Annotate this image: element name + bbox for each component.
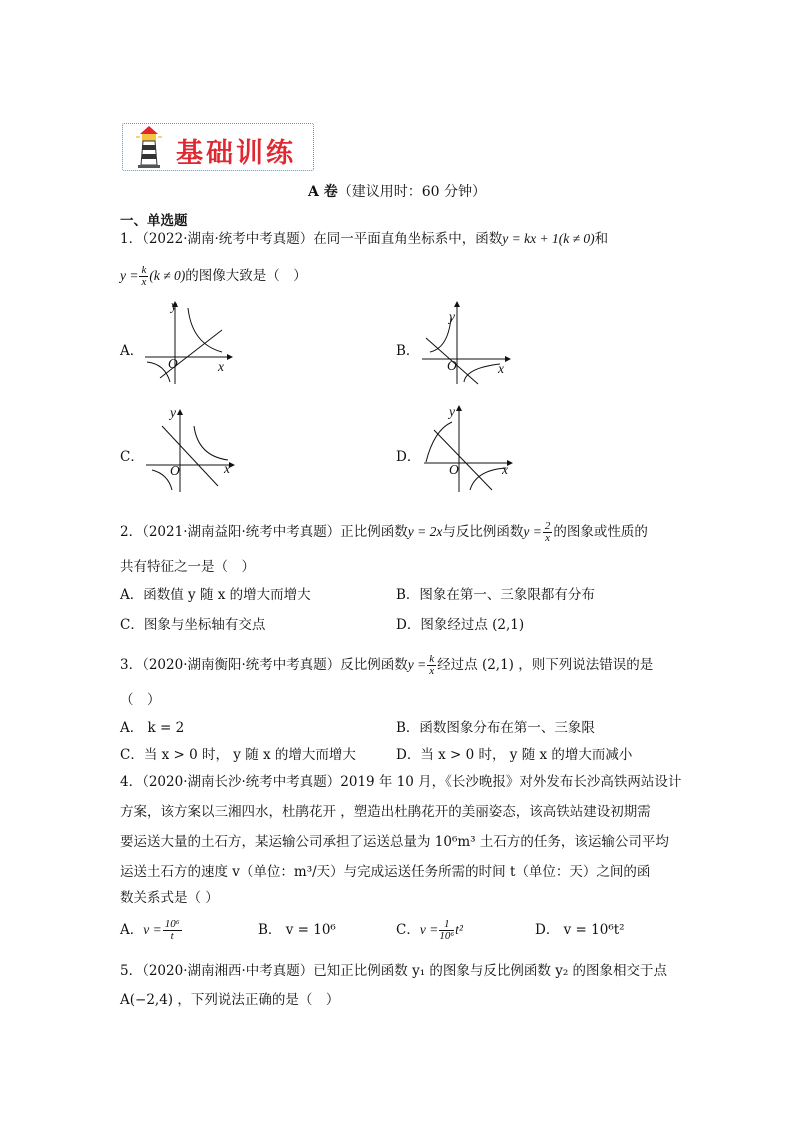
question-1-stem: 1．（2022·湖南·统考中考真题）在同一平面直角坐标系中，函数y = kx + 1(k ≠ 0)和	[120, 231, 609, 247]
question-2-stem-line2: 共有特征之一是（ ）	[120, 559, 255, 575]
q2-option-c[interactable]: C．图象与坐标轴有交点	[120, 617, 266, 633]
question-3-stem: 3．（2020·湖南衡阳·统考中考真题）反比例函数y = $\frac{k}{x}$ 经过点 (2,1) ，则下列说法错误的是	[120, 653, 654, 677]
q2-option-d[interactable]: D．图象经过点 (2,1)	[396, 617, 525, 633]
lighthouse-icon	[131, 123, 167, 169]
fraction: $\frac{1}{\text{10⁶}}$	[439, 918, 455, 942]
q2-option-a[interactable]: A．函数值 y 随 x 的增大而增大	[120, 587, 311, 603]
q3-option-c[interactable]: C．当 x > 0 时， y 随 x 的增大而增大	[120, 747, 356, 763]
q2-option-b[interactable]: B．图象在第一、三象限都有分布	[396, 587, 595, 603]
q3-option-d[interactable]: D．当 x > 0 时， y 随 x 的增大而减小	[396, 747, 633, 763]
question-5-line2: A(−2,4) ，下列说法正确的是（ ）	[120, 992, 340, 1008]
question-4-line3: 要运送大量的土石方，某运输公司承担了运送总量为 10⁶m³ 土石方的任务，该运输公司平均	[120, 834, 669, 850]
graph-option-c	[140, 404, 240, 494]
fraction: $\frac{\text{10⁶}}{t}$	[164, 918, 180, 942]
question-5-line1: 5．（2020·湖南湘西·中考真题）已知正比例函数 y₁ 的图象与反比例函数 y₂ 的图象相交于点	[120, 963, 668, 979]
graph-option-d	[418, 400, 518, 495]
fraction: $\frac{k}{x}$	[141, 264, 147, 288]
q1-option-b[interactable]: B．	[396, 343, 420, 359]
section-heading: 一、单选题	[120, 213, 188, 229]
q1-option-c[interactable]: C．	[120, 449, 144, 465]
question-4-line2: 方案，该方案以三湘四水，杜鹃花开 ，塑造出杜鹃花开的美丽姿态，该高铁站建设初期需	[120, 804, 651, 820]
q1-option-d[interactable]: D．	[396, 449, 421, 465]
banner-title: 基础训练	[176, 138, 296, 169]
q4-option-b[interactable]: B． v = 10⁶	[258, 922, 336, 938]
q4-option-c[interactable]: C．v = $\frac{1}{\text{10⁶}}$ t²	[396, 918, 463, 942]
question-3-stem-line2: （ ）	[120, 692, 161, 708]
fraction: $\frac{k}{x}$	[429, 653, 435, 677]
question-4-line5: 数关系式是（ ）	[120, 890, 219, 906]
graph-option-a	[140, 296, 240, 386]
paper-subtitle	[0, 181, 794, 201]
q4-option-a[interactable]: A．v = $\frac{\text{10⁶}}{t}$	[120, 918, 180, 942]
q3-option-b[interactable]: B．函数图象分布在第一、三象限	[396, 720, 595, 736]
time-hint: （建议用时：60 分钟）	[337, 184, 486, 200]
volume-label: A 卷	[307, 184, 338, 200]
q1-option-a[interactable]: A．	[120, 343, 144, 359]
fraction: $\frac{2}{x}$	[544, 520, 551, 544]
q3-option-a[interactable]: A． k = 2	[120, 720, 185, 736]
question-4-line1: 4．（2020·湖南长沙·统考中考真题）2019 年 10 月，《长沙晚报》对外发布长沙高铁两站设计	[120, 774, 682, 790]
question-4-line4: 运送土石方的速度 v（单位：m³/天）与完成运送任务所需的时间 t（单位：天）之间的函	[120, 864, 651, 880]
question-1-stem-line2: y = $\frac{k}{x}$ (k ≠ 0)的图像大致是（ ）	[120, 264, 307, 288]
q4-option-d[interactable]: D． v = 10⁶t²	[535, 922, 625, 938]
question-2-stem: 2．（2021·湖南益阳·统考中考真题）正比例函数y = 2x与反比例函数y = $\frac{2}{x}$ 的图象或性质的	[120, 520, 648, 544]
